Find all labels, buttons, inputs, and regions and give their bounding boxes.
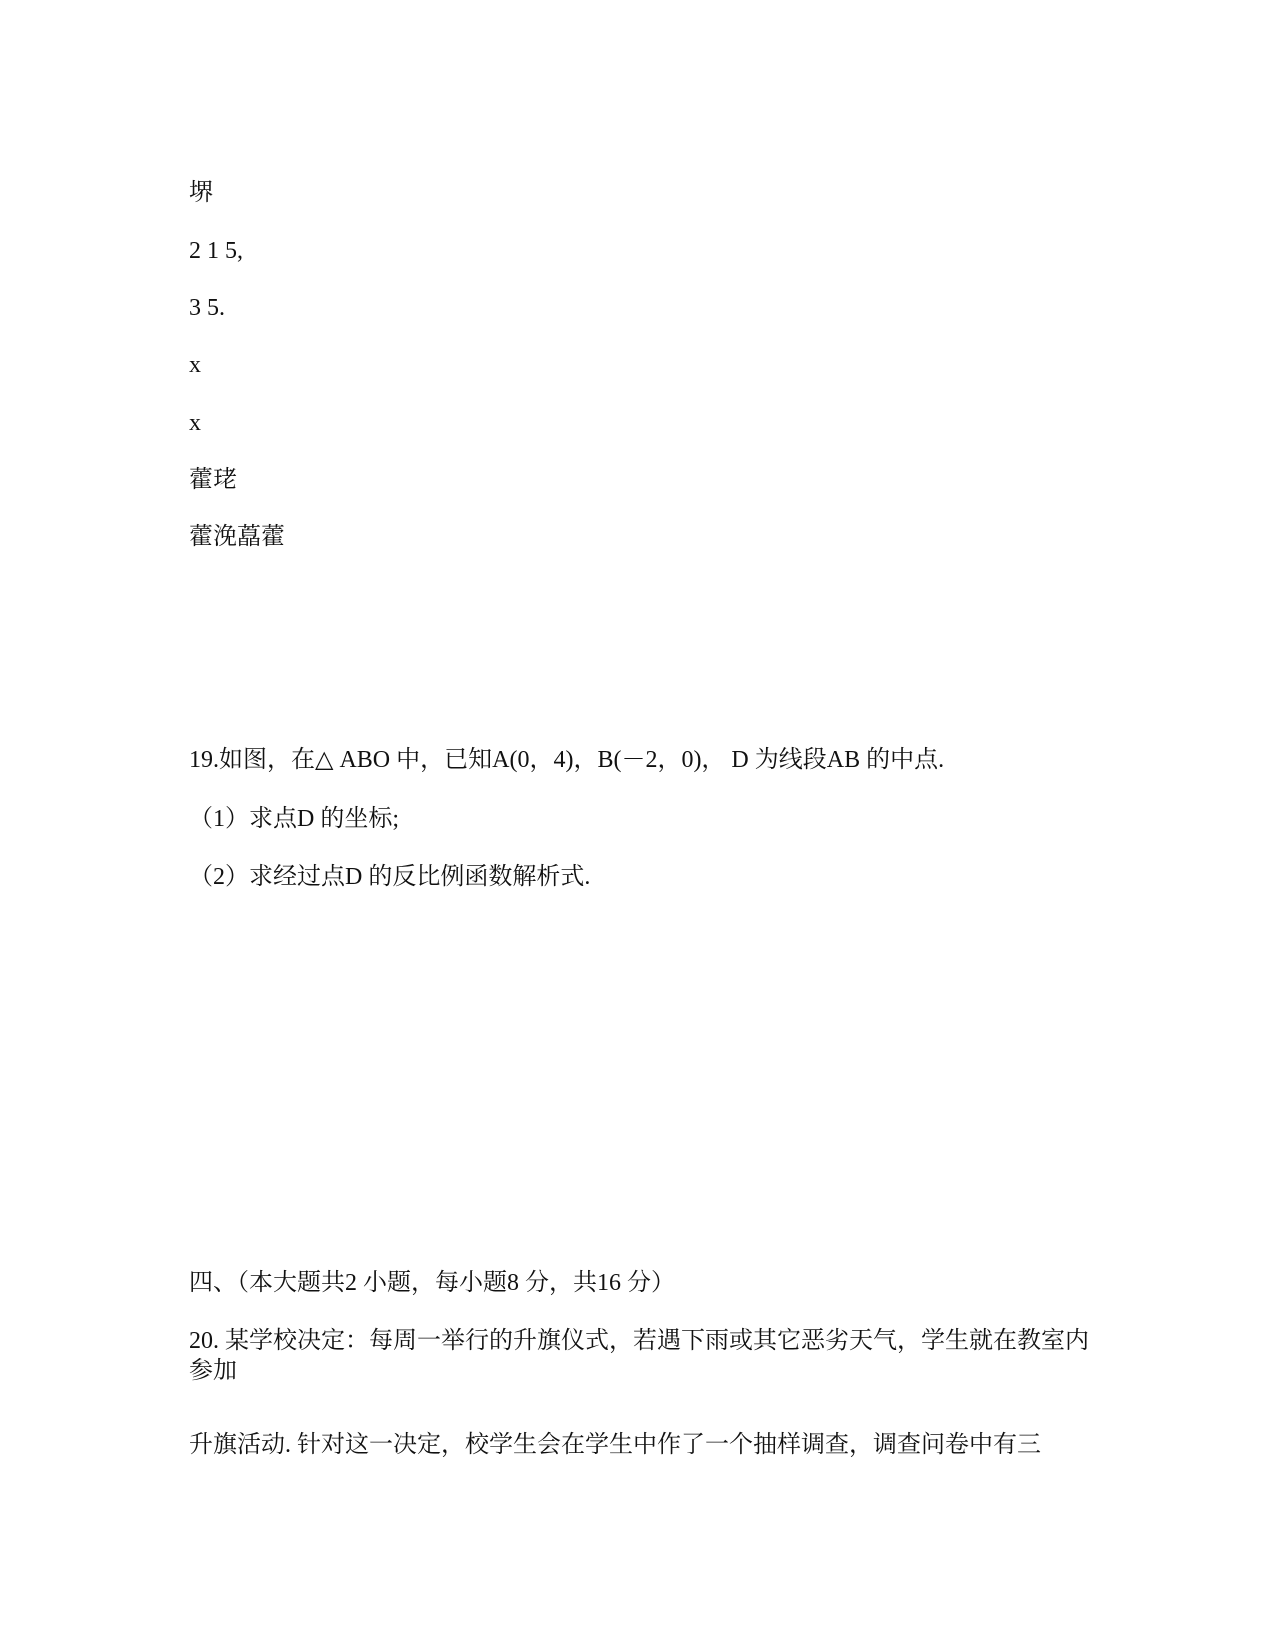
variable-fragment-x-2: x [189, 410, 201, 436]
question-20-line-2: 升旗活动. 针对这一决定，校学生会在学生中作了一个抽样调查，调查问卷中有三 [189, 1432, 1041, 1458]
question-19-part-1: （1）求点D 的坐标; [189, 806, 399, 832]
number-fragment-2: 2 1 5, [189, 238, 243, 264]
garbled-fragment-6: 藿珯 [189, 467, 237, 493]
question-20-line-1: 20. 某学校决定：每周一举行的升旗仪式，若遇下雨或其它恶劣天气，学生就在教室内参加 [189, 1328, 1089, 1384]
question-19-part-2: （2）求经过点D 的反比例函数解析式. [189, 864, 591, 890]
variable-fragment-x-1: x [189, 352, 201, 378]
question-19-stem: 19.如图，在△ ABO 中，已知A(0，4)，B(－2，0)， D 为线段AB 的中点. [189, 747, 945, 773]
number-fragment-3: 3 5. [189, 295, 225, 321]
garbled-fragment-7: 藿浼藠藿 [189, 524, 285, 550]
garbled-fragment-1: 堺 [189, 180, 213, 206]
section-4-heading: 四、（本大题共2 小题，每小题8 分，共16 分） [189, 1270, 675, 1296]
